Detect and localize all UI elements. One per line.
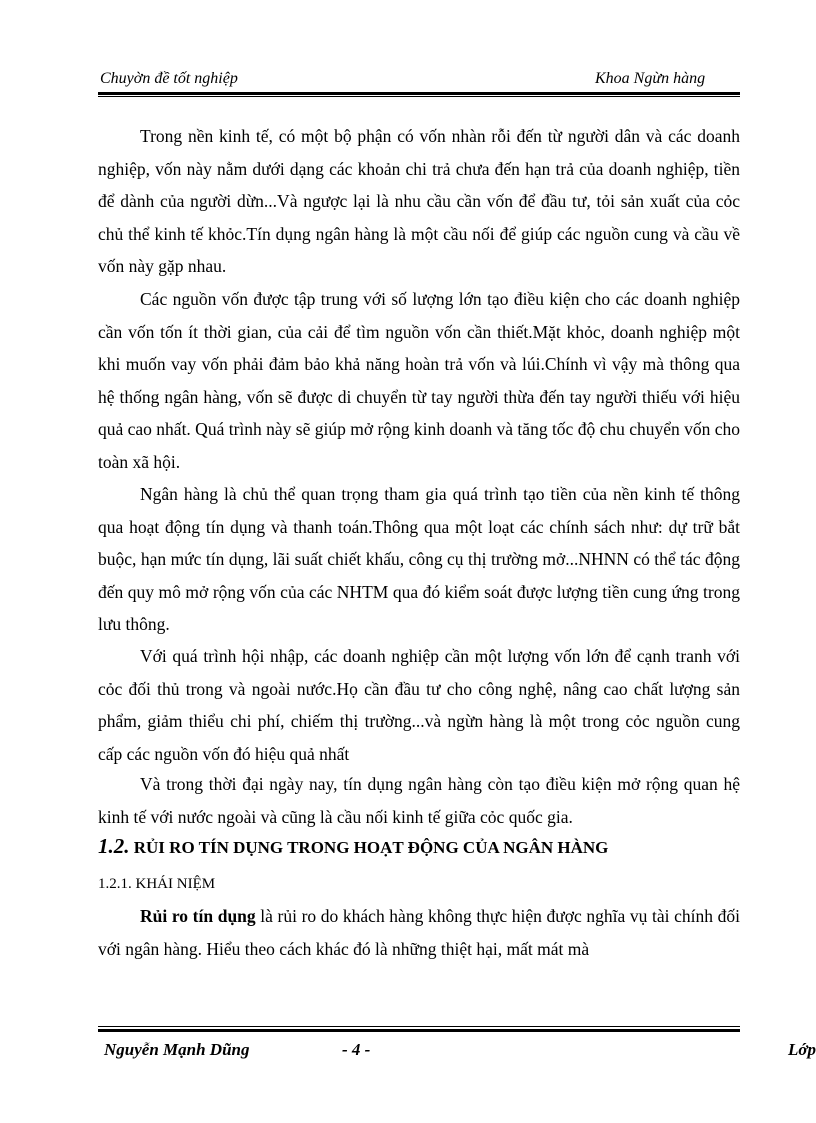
body-paragraph-4: Với quá trình hội nhập, các doanh nghiệp cần một lượng vốn lớn để cạnh tranh với cỏc đối thủ trong và ngoài nước.Họ cần đầu tư cho công nghệ, nâng cao chất lượng sản phẩm, giảm thiểu chi phí, chiếm thị trường...và ngừn hàng là một trong cỏc nguồn cung cấp các nguồn vốn đó hiệu quả nhất (98, 646, 740, 764)
header-faculty: Khoa Ngừn hàng (595, 70, 706, 87)
body-paragraph-5: Và trong thời đại ngày nay, tín dụng ngân hàng còn tạo điều kiện mở rộng quan hệ kinh tế với nước ngoài và cũng là cầu nối kinh tế giữa cỏc quốc gia. (98, 774, 740, 827)
definition-term: Rủi ro tín dụng (140, 906, 256, 926)
footer-rule-thick (98, 1029, 740, 1032)
definition-paragraph (98, 900, 740, 965)
definition-text: là rủi ro do khách hàng không thực hiện được nghĩa vụ tài chính đối với ngân hàng. Hiểu theo cách khác đó là những thiệt hại, mất mát mà (98, 906, 741, 959)
footer-class-label: Lớp (788, 1040, 816, 1059)
header-document-title: Chuyờn đề tốt nghiệp (100, 70, 238, 87)
footer-rule-thin (98, 1026, 740, 1027)
header-rule-thick (98, 92, 740, 95)
footer-author: Nguyễn Mạnh Dũng (104, 1040, 250, 1059)
section-heading (98, 833, 740, 861)
section-title: RỦI RO TÍN DỤNG TRONG HOẠT ĐỘNG CỦA NGÂN HÀNG (129, 838, 609, 857)
section-number: 1.2. (98, 834, 130, 858)
body-paragraph-1: Trong nền kinh tế, có một bộ phận có vốn nhàn rỗi đến từ người dân và các doanh nghiệp, vốn này nằm dưới dạng các khoản chi trả chưa đến hạn trả của doanh nghiệp, tiền để dành của người dừn...Và ngược lại là nhu cầu cần vốn để đầu tư, tỏi sản xuất của cỏc chủ thể kinh tế khỏc.Tín dụng ngân hàng là một cầu nối để giúp các nguồn cung và cầu về vốn này gặp nhau. (98, 126, 740, 276)
header-rule-thin (98, 96, 740, 97)
subsection-heading: 1.2.1. KHÁI NIỆM (98, 876, 216, 892)
body-paragraph-2: Các nguồn vốn được tập trung với số lượng lớn tạo điều kiện cho các doanh nghiệp cần vốn tốn ít thời gian, của cải để tìm nguồn vốn cần thiết.Mặt khỏc, doanh nghiệp một khi muốn vay vốn phải đảm bảo khả năng hoàn trả vốn và lúi.Chính vì vậy mà thông qua hệ thống ngân hàng, vốn sẽ được di chuyển từ tay người thừa đến tay người thiếu với hiệu quả cao nhất. Quá trình này sẽ giúp mở rộng kinh doanh và tăng tốc độ chu chuyển vốn cho toàn xã hội. (98, 289, 741, 472)
footer-page-number: - 4 - (342, 1040, 371, 1059)
body-paragraph-3: Ngân hàng là chủ thể quan trọng tham gia quá trình tạo tiền của nền kinh tế thông qua hoạt động tín dụng và thanh toán.Thông qua một loạt các chính sách như: dự trữ bắt buộc, hạn mức tín dụng, lãi suất chiết khấu, công cụ thị trường mở...NHNN có thể tác động đến quy mô mở rộng vốn của các NHTM qua đó kiểm soát được lượng tiền cung ứng trong lưu thông. (98, 484, 740, 634)
